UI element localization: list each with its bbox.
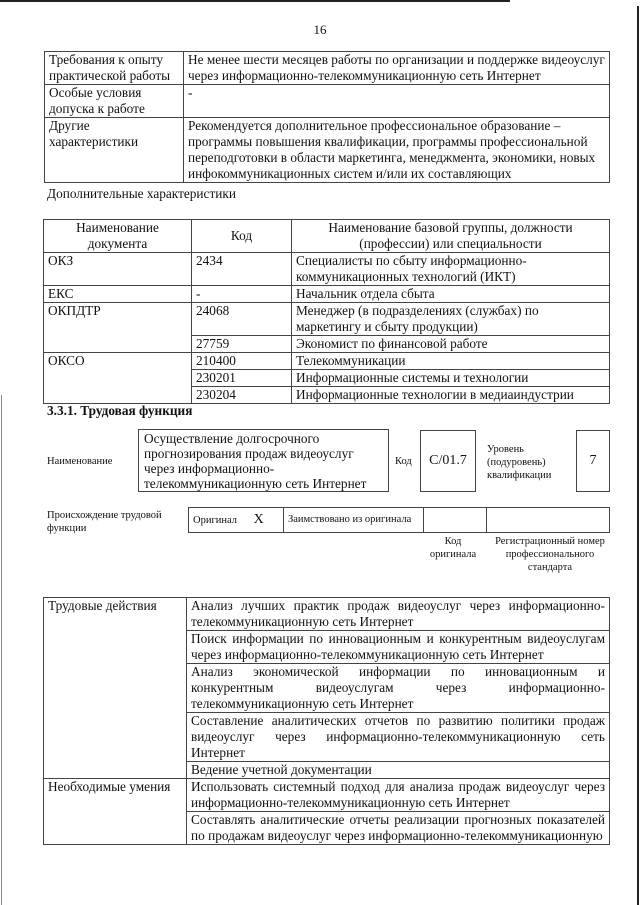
header-doc: Наименование документа	[44, 220, 192, 253]
action-item: Анализ экономической информации по инновационным и конкурентным видеоуслугам через информационно-телекоммуникационную сеть Интернет	[187, 664, 610, 713]
cell-name: Информационные системы и технологии	[292, 370, 610, 387]
code-label: Код	[395, 456, 412, 467]
function-code-box: C/01.7	[420, 430, 476, 492]
table-row	[44, 598, 610, 631]
page-top-border	[0, 0, 510, 2]
cell-name: Начальник отдела сбыта	[292, 286, 610, 303]
skill-item: Использовать системный подход для анализа продаж видеоуслуг через информационно-телекоммуникационную сеть Интернет	[187, 779, 610, 812]
cell-code: 230201	[192, 370, 292, 387]
qualification-level-box: 7	[576, 430, 610, 492]
cell-code: 27759	[192, 336, 292, 353]
level-label: Уровень (подуровень) квалификации	[487, 444, 552, 481]
skills-label: Необходимые умения	[44, 779, 187, 845]
table-header-row	[44, 220, 610, 253]
cell-code: 230204	[192, 387, 292, 404]
origin-code-cell	[424, 508, 487, 533]
origin-reg-caption: Регистрационный номер профессионального стандарта	[495, 536, 605, 573]
action-item: Ведение учетной документации	[187, 762, 610, 779]
origin-original-text: Оригинал	[193, 514, 237, 526]
origin-code-caption: Код оригинала	[429, 536, 477, 560]
table-row	[44, 303, 610, 336]
table-row	[44, 353, 610, 370]
cell-code: -	[192, 286, 292, 303]
row-label: Требования к опыту практической работы	[45, 52, 184, 85]
requirements-table	[44, 51, 610, 183]
row-value: Не менее шести месяцев работы по организации и поддержке видеоуслуг через информационно-телекоммуникационную сеть Интернет	[184, 52, 610, 85]
origin-original-label	[189, 508, 284, 533]
cell-code: 2434	[192, 253, 292, 286]
origin-label: Происхождение трудовой функции	[47, 510, 162, 534]
origin-table	[188, 507, 610, 533]
row-label: Особые условия допуска к работе	[45, 85, 184, 118]
table-row	[44, 286, 610, 303]
function-name-box: Осуществление долгосрочного прогнозирования продаж видеоуслуг через информационно-телекоммуникационную сеть Интернет	[138, 429, 389, 492]
table-row	[45, 85, 610, 118]
action-item: Анализ лучших практик продаж видеоуслуг через информационно-телекоммуникационную сеть Интернет	[187, 598, 610, 631]
cell-name: Экономист по финансовой работе	[292, 336, 610, 353]
cell-doc: ОКСО	[44, 353, 192, 404]
labor-actions-table	[43, 597, 610, 845]
table-row	[44, 253, 610, 286]
action-item: Поиск информации по инновационным и конкурентным видеоуслугам через информационно-телекоммуникационную сеть Интернет	[187, 631, 610, 664]
table-row	[44, 779, 610, 812]
cell-name: Специалисты по сбыту информационно-коммуникационных технологий (ИКТ)	[292, 253, 610, 286]
header-code: Код	[192, 220, 292, 253]
cell-doc: ЕКС	[44, 286, 192, 303]
page-left-border	[1, 395, 2, 905]
origin-borrowed-label: Заимствовано из оригинала	[284, 508, 424, 533]
cell-code: 210400	[192, 353, 292, 370]
additional-characteristics-title: Дополнительные характеристики	[47, 186, 236, 201]
row-value: Рекомендуется дополнительное профессиональное образование – программы повышения квалификации, программы профессиональной переподготовки в области маркетинга, менеджмента, экономики, новых инфокоммуникационных систем и/или их составляющих	[184, 118, 610, 183]
cell-name: Информационные технологии в медиаиндустрии	[292, 387, 610, 404]
cell-name: Менеджер (в подразделениях (службах) по маркетингу и сбыту продукции)	[292, 303, 610, 336]
table-row	[45, 52, 610, 85]
labor-function-title: 3.3.1. Трудовая функция	[47, 403, 193, 418]
table-row	[45, 118, 610, 183]
row-label: Другие характеристики	[45, 118, 184, 183]
additional-characteristics-table	[43, 219, 610, 404]
name-label: Наименование	[47, 456, 113, 467]
action-item: Составление аналитических отчетов по развитию политики продаж видеоуслуг через информационно-телекоммуникационную сеть Интернет	[187, 713, 610, 762]
cell-doc: ОКПДТР	[44, 303, 192, 353]
cell-doc: ОКЗ	[44, 253, 192, 286]
table-row	[189, 508, 610, 533]
row-value: -	[184, 85, 610, 118]
header-name: Наименование базовой группы, должности (профессии) или специальности	[292, 220, 610, 253]
origin-x-mark: X	[253, 511, 264, 527]
page-number: 16	[313, 22, 327, 37]
skill-item: Составлять аналитические отчеты реализации прогнозных показателей по продажам видеоуслуг через информационно-телекоммуникационную	[187, 812, 610, 845]
origin-reg-number-cell	[487, 508, 610, 533]
cell-name: Телекоммуникации	[292, 353, 610, 370]
actions-label: Трудовые действия	[44, 598, 187, 779]
cell-code: 24068	[192, 303, 292, 336]
page-right-border	[637, 6, 639, 905]
